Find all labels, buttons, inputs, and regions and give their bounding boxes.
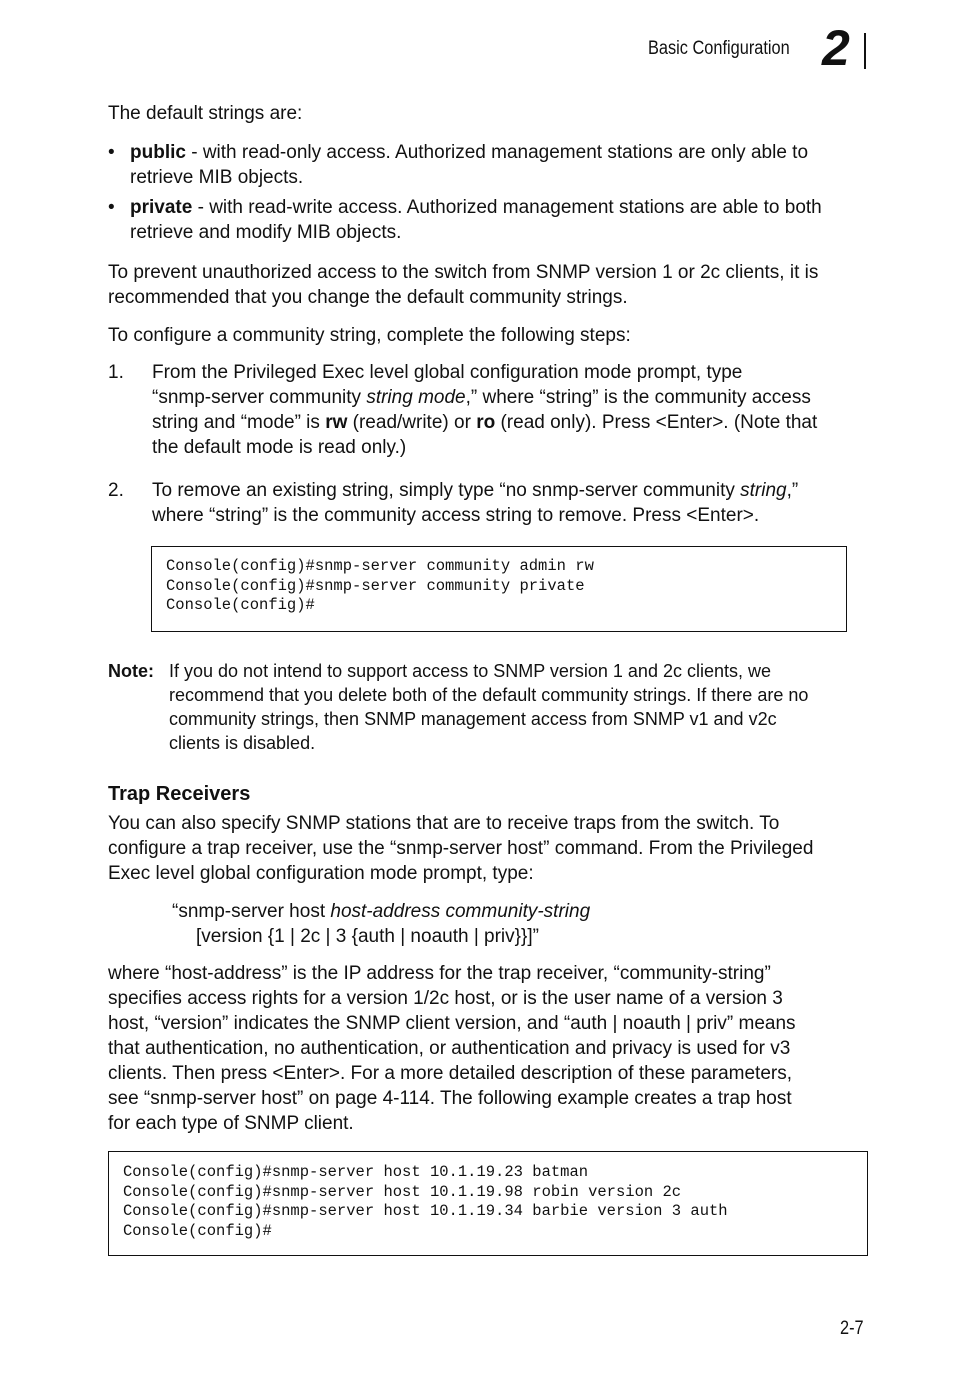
paragraph-line: for each type of SNMP client.: [108, 1113, 354, 1134]
step-line: the default mode is read only.): [152, 437, 407, 458]
page-number: 2-7: [840, 1318, 864, 1339]
bullet-line-1: [130, 195, 878, 220]
bullet-marker: •: [108, 197, 115, 218]
step-number: 1.: [108, 362, 124, 383]
section-heading: Trap Receivers: [108, 783, 251, 805]
note-line: community strings, then SNMP management access from SNMP v1 and v2c: [169, 709, 777, 729]
code-block-community: [151, 546, 847, 632]
bullet-text: - with read-only access. Authorized management stations are only able to: [185, 142, 809, 163]
command-syntax-line-2: [version {1 | 2c | 3 {auth | noauth | priv}}]”: [196, 926, 539, 947]
step-2: [108, 478, 888, 528]
paragraph-line: host, “version” indicates the SNMP client version, and “auth | noauth | priv” means: [108, 1013, 796, 1034]
paragraph-line: recommended that you change the default community strings.: [108, 287, 628, 308]
step-line: “snmp-server community string mode,” where “string” is the community access: [152, 387, 811, 408]
chapter-number: 2: [822, 20, 848, 76]
paragraph-line: configure a trap receiver, use the “snmp-server host” command. From the Privileged: [108, 838, 814, 859]
bullet-item-private: [108, 195, 878, 245]
note-label: Note:: [108, 661, 154, 681]
running-header-title: Basic Configuration: [648, 38, 790, 59]
paragraph-line: Exec level global configuration mode prompt, type:: [108, 863, 534, 884]
bullet-item-public: [108, 140, 878, 190]
note-line: If you do not intend to support access to SNMP version 1 and 2c clients, we: [169, 661, 771, 681]
code-line: Console(config)#: [166, 596, 315, 614]
trap-description: [108, 961, 796, 1136]
step-line: To remove an existing string, simply type “no snmp-server community string,”: [152, 480, 799, 501]
step-number: 2.: [108, 480, 124, 501]
step-line: where “string” is the community access string to remove. Press <Enter>.: [152, 505, 760, 526]
steps-intro: To configure a community string, complete the following steps:: [108, 325, 631, 346]
code-line: Console(config)#: [123, 1221, 272, 1240]
bullet-line-2: retrieve and modify MIB objects.: [130, 222, 402, 243]
note-line: clients is disabled.: [169, 733, 316, 753]
paragraph-line: specifies access rights for a version 1/2c host, or is the user name of a version 3: [108, 988, 783, 1009]
bullet-text: - with read-write access. Authorized management stations are able to both: [192, 197, 822, 218]
paragraph-line: To prevent unauthorized access to the switch from SNMP version 1 or 2c clients, it is: [108, 262, 819, 283]
intro-text: The default strings are:: [108, 103, 303, 124]
step-line: From the Privileged Exec level global configuration mode prompt, type: [152, 362, 743, 383]
bullet-term: private: [130, 197, 193, 218]
paragraph-line: see “snmp-server host” on page 4-114. The following example creates a trap host: [108, 1088, 792, 1109]
code-line: Console(config)#snmp-server community private: [166, 576, 585, 595]
code-line: Console(config)#snmp-server host 10.1.19.23 batman: [123, 1163, 589, 1181]
paragraph-line: clients. Then press <Enter>. For a more detailed description of these parameters,: [108, 1063, 792, 1084]
note-line: recommend that you delete both of the default community strings. If there are no: [169, 685, 809, 705]
paragraph-line: where “host-address” is the IP address for the trap receiver, “community-string”: [108, 963, 771, 984]
bullet-term: public: [130, 142, 186, 163]
code-line: Console(config)#snmp-server community admin rw: [166, 557, 594, 575]
step-line: string and “mode” is rw (read/write) or ro (read only). Press <Enter>. (Note that: [152, 412, 818, 433]
code-line: Console(config)#snmp-server host 10.1.19.34 barbie version 3 auth: [123, 1202, 728, 1220]
step-1: [108, 360, 888, 460]
paragraph-line: You can also specify SNMP stations that are to receive traps from the switch. To: [108, 813, 780, 834]
note-block: [108, 659, 888, 755]
trap-paragraph: [108, 811, 813, 886]
code-block-trap-host: [108, 1151, 868, 1256]
bullet-marker: •: [108, 142, 115, 163]
paragraph-line: that authentication, no authentication, or authentication and privacy is used for v3: [108, 1038, 791, 1059]
prevent-paragraph: [108, 260, 818, 310]
chapter-divider: [864, 33, 866, 69]
code-line: Console(config)#snmp-server host 10.1.19.98 robin version 2c: [123, 1182, 682, 1201]
command-syntax-line-1: “snmp-server host host-address community-string: [172, 901, 591, 922]
bullet-line-1: [130, 140, 878, 165]
bullet-line-2: retrieve MIB objects.: [130, 167, 304, 188]
